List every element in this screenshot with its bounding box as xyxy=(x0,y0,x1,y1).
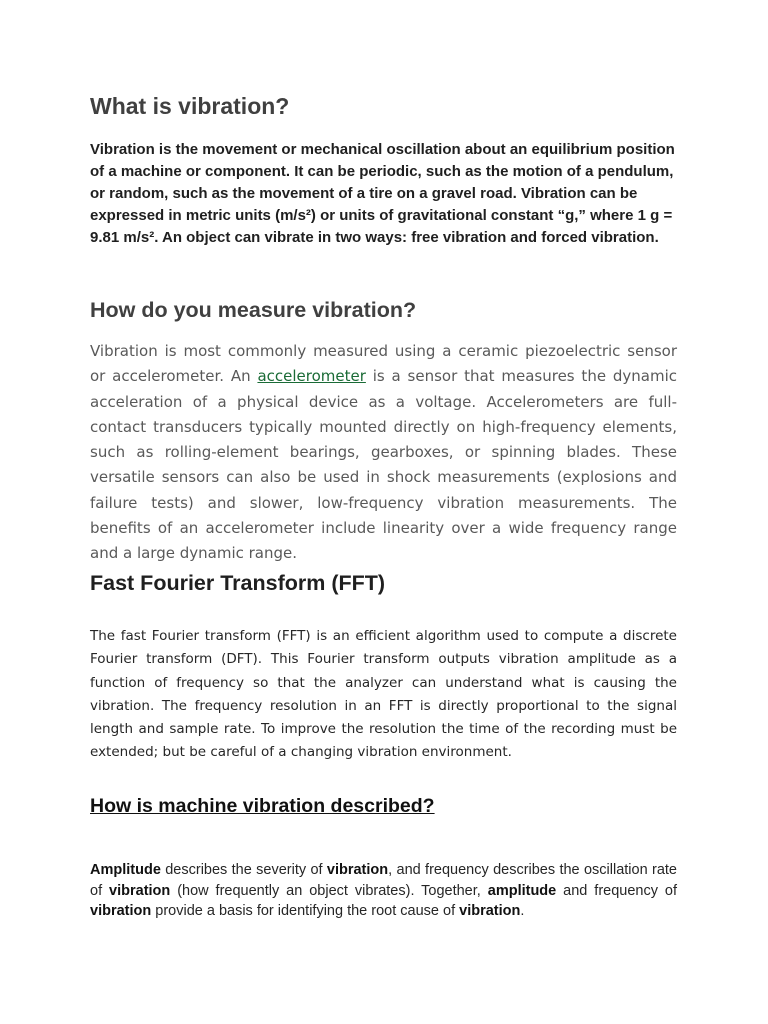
bold-term: vibration xyxy=(459,903,521,919)
bold-term: vibration xyxy=(109,882,171,899)
measure-text-part-2: is a sensor that measures the dynamic acceleration of a physical device as a voltage. Accelerometers are full-contact transducers typically mounted directly on high-frequency elements, such as rolling-element bearings, gearboxes, or spinning blades. These versatile sensors can also be used in shock measurements (explosions and failure tests) and slower, low-frequency vibration measurements. The benefits of an accelerometer include linearity over a wide frequency range and a large dynamic range. xyxy=(90,367,678,563)
measure-text-part-1: Vibration is most commonly measured using a ceramic piezoelectric sensor or accelerometer. An xyxy=(90,342,677,386)
bold-term: amplitude xyxy=(487,882,557,899)
measure-vibration-paragraph xyxy=(90,339,677,567)
amplitude-text: (how frequently an object vibrates). Together, xyxy=(170,882,488,899)
bold-term: vibration xyxy=(90,903,152,919)
amplitude-paragraph xyxy=(90,860,677,922)
heading-measure-vibration: How do you measure vibration? xyxy=(90,298,417,322)
vibration-definition-paragraph: Vibration is the movement or mechanical oscillation about an equilibrium position of a machine or component. It can be periodic, such as the motion of a pendulum, or random, such as the movement of a tire on a gravel road. Vibration can be expressed in metric units (m/s²) or units of gravitational constant “g,” where 1 g = 9.81 m/s². An object can vibrate in two ways: free vibration and forced vibration. xyxy=(90,141,675,246)
bold-term: vibration xyxy=(326,862,389,878)
bold-term: Amplitude xyxy=(90,862,161,878)
amplitude-text: provide a basis for identifying the root cause of xyxy=(151,903,460,919)
amplitude-text: . xyxy=(520,903,525,919)
heading-machine-vibration-described: How is machine vibration described? xyxy=(90,795,435,817)
amplitude-text: , and frequency describes the oscillation rate of xyxy=(90,862,677,899)
accelerometer-link[interactable]: accelerometer xyxy=(257,367,366,386)
heading-fft: Fast Fourier Transform (FFT) xyxy=(90,571,386,595)
heading-what-is-vibration: What is vibration? xyxy=(90,93,290,119)
amplitude-text: and frequency of xyxy=(556,882,677,899)
fft-paragraph: The fast Fourier transform (FFT) is an efficient algorithm used to compute a discrete Fourier transform (DFT). This Fourier transform outputs vibration amplitude as a function of frequency so that the analyzer can understand what is causing the vibration. The frequency resolution in an FFT is directly proportional to the signal length and sample rate. To improve the resolution the time of the recording must be extended; but be careful of a changing vibration environment. xyxy=(90,628,677,761)
amplitude-text: describes the severity of xyxy=(160,862,327,878)
